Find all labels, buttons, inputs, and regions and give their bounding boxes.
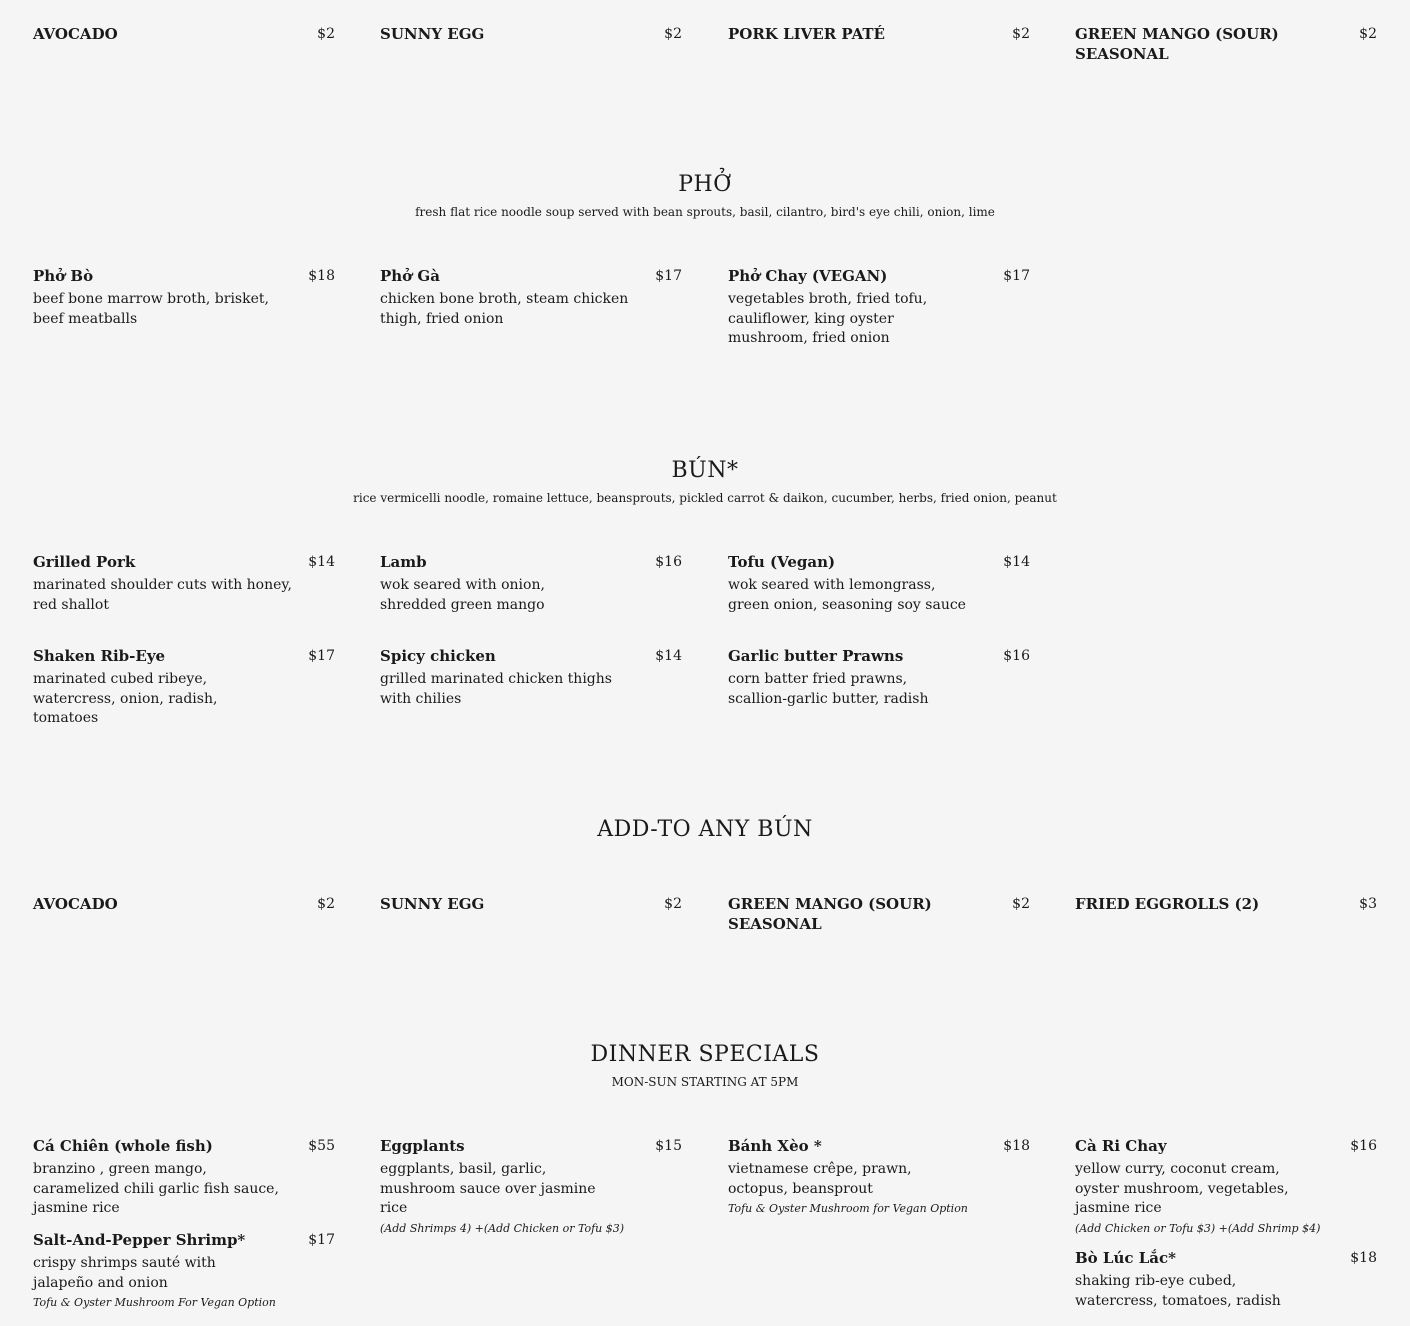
menu-item-shaken-rib-eye (33, 646, 335, 729)
section-subtitle-dinner-specials: MON-SUN STARTING AT 5PM (611, 1075, 799, 1089)
menu-item-pho-chay (728, 266, 1030, 349)
item-name: Salt-And-Pepper Shrimp* (33, 1231, 246, 1249)
item-description: wok seared with lemongrass, green onion, seasoning soy sauce (728, 577, 966, 613)
item-name: FRIED EGGROLLS (2) (1075, 895, 1260, 913)
item-price: $18 (1350, 1250, 1377, 1266)
item-price: $16 (655, 554, 682, 570)
menu-item-garlic-butter-prawns (728, 646, 1030, 709)
item-note: (Add Chicken or Tofu $3) +(Add Shrimp $4) (1075, 1221, 1321, 1235)
item-name: Lamb (380, 553, 427, 571)
item-name: Bánh Xèo * (728, 1137, 822, 1155)
item-price: $14 (1003, 554, 1030, 570)
section-title-add-to: ADD-TO ANY BÚN (597, 817, 813, 842)
item-description: crispy shrimps sauté with jalapeño and onion (33, 1255, 216, 1291)
special-item-ca-ri-chay (1075, 1136, 1377, 1237)
section-subtitle-bun: rice vermicelli noodle, romaine lettuce, beansprouts, pickled carrot & daikon, cucumber, herbs, fried onion, peanut (353, 491, 1057, 505)
item-price: $14 (308, 554, 335, 570)
item-name: GREEN MANGO (SOUR) SEASONAL (1075, 25, 1279, 63)
top-addon-sunny-egg (380, 24, 682, 44)
special-item-ca-chien (33, 1136, 335, 1219)
item-price: $2 (1359, 26, 1377, 42)
item-description: chicken bone broth, steam chicken thigh, fried onion (380, 291, 629, 327)
item-name: Phở Chay (VEGAN) (728, 267, 888, 285)
item-name: Bò Lúc Lắc* (1075, 1249, 1176, 1267)
item-description: wok seared with onion, shredded green mango (380, 577, 545, 613)
item-name: SUNNY EGG (380, 25, 485, 43)
addto-item-fried-eggrolls (1075, 894, 1377, 914)
addto-item-sunny-egg (380, 894, 682, 914)
item-name: SUNNY EGG (380, 895, 485, 913)
item-name: Spicy chicken (380, 647, 496, 665)
item-price: $18 (308, 268, 335, 284)
item-note: Tofu & Oyster Mushroom For Vegan Option (33, 1296, 276, 1309)
item-name: Cá Chiên (whole fish) (33, 1137, 213, 1155)
item-price: $16 (1003, 648, 1030, 664)
item-price: $2 (317, 26, 335, 42)
addto-item-avocado (33, 894, 335, 914)
section-title-bun: BÚN* (671, 458, 739, 483)
item-price: $3 (1359, 896, 1377, 912)
item-name: Phở Gà (380, 267, 440, 285)
item-price: $2 (1012, 896, 1030, 912)
item-description: marinated cubed ribeye, watercress, onion, radish, tomatoes (33, 671, 218, 726)
item-price: $17 (655, 268, 682, 284)
item-description: vietnamese crêpe, prawn, octopus, beansprout (728, 1161, 912, 1197)
item-price: $2 (664, 26, 682, 42)
special-item-banh-xeo (728, 1136, 1030, 1217)
special-item-salt-and-pepper-shrimp (33, 1230, 335, 1311)
item-name: Tofu (Vegan) (728, 553, 836, 571)
item-description: yellow curry, coconut cream, oyster mushroom, vegetables, jasmine rice (1075, 1161, 1289, 1216)
item-name: Phở Bò (33, 267, 94, 285)
top-addon-green-mango (1075, 24, 1377, 64)
item-description: marinated shoulder cuts with honey, red shallot (33, 577, 292, 613)
item-price: $2 (1012, 26, 1030, 42)
section-title-pho: PHỞ (678, 172, 732, 197)
menu-item-spicy-chicken (380, 646, 682, 709)
item-note: (Add Shrimps 4) +(Add Chicken or Tofu $3) (380, 1221, 625, 1235)
item-price: $17 (308, 1232, 335, 1248)
item-description: branzino , green mango, caramelized chili garlic fish sauce, jasmine rice (33, 1161, 279, 1216)
item-description: eggplants, basil, garlic, mushroom sauce over jasmine rice (380, 1161, 596, 1216)
item-description: corn batter fried prawns, scallion-garlic butter, radish (728, 671, 929, 707)
section-subtitle-pho: fresh flat rice noodle soup served with bean sprouts, basil, cilantro, bird's eye chili, onion, lime (415, 205, 995, 219)
special-item-eggplants (380, 1136, 682, 1237)
top-addon-pork-liver-pate (728, 24, 1030, 44)
addto-item-green-mango (728, 894, 1030, 934)
item-name: Eggplants (380, 1137, 465, 1155)
item-price: $15 (655, 1138, 682, 1154)
item-price: $2 (317, 896, 335, 912)
menu-item-lamb (380, 552, 682, 615)
item-name: AVOCADO (33, 895, 118, 913)
item-name: Shaken Rib-Eye (33, 647, 166, 665)
item-price: $17 (308, 648, 335, 664)
item-name: Cà Ri Chay (1075, 1137, 1167, 1155)
item-name: AVOCADO (33, 25, 118, 43)
item-price: $14 (655, 648, 682, 664)
item-name: Garlic butter Prawns (728, 647, 904, 665)
item-note: Tofu & Oyster Mushroom for Vegan Option (728, 1202, 968, 1215)
item-price: $16 (1350, 1138, 1377, 1154)
item-name: GREEN MANGO (SOUR) SEASONAL (728, 895, 932, 933)
menu-item-grilled-pork (33, 552, 335, 615)
menu-item-tofu-vegan (728, 552, 1030, 615)
menu-item-pho-ga (380, 266, 682, 329)
item-name: Grilled Pork (33, 553, 136, 571)
item-name: PORK LIVER PATÉ (728, 25, 885, 43)
item-price: $18 (1003, 1138, 1030, 1154)
item-price: $55 (308, 1138, 335, 1154)
item-price: $2 (664, 896, 682, 912)
item-description: beef bone marrow broth, brisket, beef meatballs (33, 291, 269, 327)
top-addon-avocado (33, 24, 335, 44)
item-description: vegetables broth, fried tofu, cauliflower, king oyster mushroom, fried onion (728, 291, 928, 346)
section-title-dinner-specials: DINNER SPECIALS (590, 1042, 820, 1067)
special-item-bo-luc-lac (1075, 1248, 1377, 1311)
item-description: grilled marinated chicken thighs with chilies (380, 671, 612, 707)
menu-item-pho-bo (33, 266, 335, 329)
item-description: shaking rib-eye cubed, watercress, tomatoes, radish (1075, 1273, 1281, 1309)
item-price: $17 (1003, 268, 1030, 284)
